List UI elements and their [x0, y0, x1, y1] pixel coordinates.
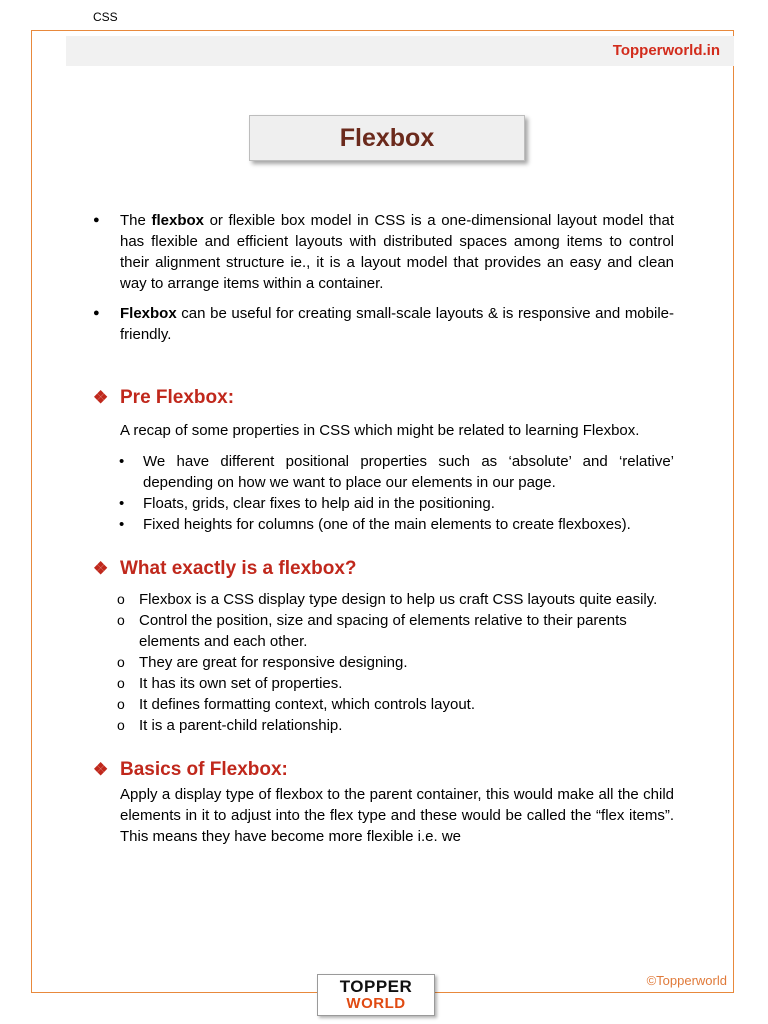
pre-flexbox-list — [93, 451, 674, 535]
list-item: o Control the position, size and spacing of elements relative to their parents elements and each other. — [139, 610, 674, 652]
intro-list — [93, 210, 674, 345]
topperworld-logo — [317, 974, 435, 1016]
diamond-cluster-icon: ❖ — [93, 760, 109, 779]
section-heading-pre-flexbox: ❖ Pre Flexbox: — [93, 387, 235, 408]
site-name: Topperworld.in — [612, 42, 720, 59]
section-heading-what-is-flexbox: ❖ What exactly is a flexbox? — [93, 558, 357, 579]
section-paragraph: A recap of some properties in CSS which might be related to learning Flexbox. — [120, 422, 640, 439]
diamond-cluster-icon: ❖ — [93, 388, 109, 407]
intro-item: ● The flexbox or flexible box model in CSS is a one-dimensional layout model that has flexible and efficient layouts with distributed spaces among items to control their alignment structure ie., it is a layout model that provides an easy and clean way to arrange items within a container. — [93, 210, 674, 294]
site-bar — [66, 36, 734, 66]
title-box — [249, 115, 525, 161]
main-content — [93, 210, 674, 847]
logo-line1: TOPPER — [339, 977, 413, 996]
diamond-cluster-icon: ❖ — [93, 559, 109, 578]
list-item: • Floats, grids, clear fixes to help aid in the positioning. — [143, 493, 674, 514]
list-item: • We have different positional properties such as ‘absolute’ and ‘relative’ depending on how we want to place our elements in our page. — [143, 451, 674, 493]
header-label: CSS — [93, 10, 118, 24]
list-item: • Fixed heights for columns (one of the main elements to create flexboxes). — [143, 514, 674, 535]
list-item: o It defines formatting context, which controls layout. — [139, 694, 674, 715]
logo-line2: WORLD — [346, 995, 406, 1012]
list-item: o They are great for responsive designing. — [139, 652, 674, 673]
intro-bold: Flexbox — [120, 305, 177, 322]
what-is-flexbox-list — [93, 589, 674, 736]
intro-item: ● Flexbox can be useful for creating small-scale layouts & is responsive and mobile-friendly. — [93, 303, 674, 345]
page-title: Flexbox — [339, 123, 435, 152]
intro-bold: flexbox — [151, 212, 204, 229]
footer-copyright: ©Topperworld — [646, 973, 727, 988]
list-item: o It is a parent-child relationship. — [139, 715, 674, 736]
section-heading-basics: ❖ Basics of Flexbox: — [93, 759, 288, 780]
list-item: o Flexbox is a CSS display type design to help us craft CSS layouts quite easily. — [139, 589, 674, 610]
section-paragraph: Apply a display type of flexbox to the parent container, this would make all the child elements in it to adjust into the flex type and these would be called the “flex items”. This means they have become more flexible i.e. we — [120, 786, 674, 845]
list-item: o It has its own set of properties. — [139, 673, 674, 694]
